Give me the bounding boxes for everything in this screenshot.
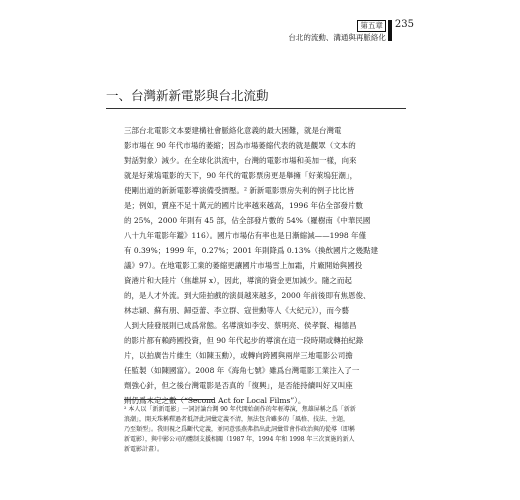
body-line: 使剛出道的新新電影導演備受擠壓。² 新新電影票房失利的例子比比皆 [124,186,355,195]
body-line: 議》97）。在地電影工業的萎縮更讓國片市場雪上加霜，片廠開始與國投 [124,261,363,270]
body-line: 是；例如，賣座不足十萬元的國片比率越來越高，1996 年佔全部發片數 [124,201,363,210]
body-line: 劑強心針，但之後台灣電影是否真的「復興」，是否能持續叫好又叫座 [124,381,353,390]
body-line: 的影片都有賴跨國投資，但 90 年代起步的導演在這一段時期或轉拍紀錄 [124,336,364,345]
body-line: 三部台北電影文本要建構社會脈絡化意義的最大困難，就是台灣電 [124,126,342,135]
chapter-label: 第五章 [357,20,386,32]
body-line: 任監製（如陳國富）。2008 年《海角七號》雖爲台灣電影工業注入了一 [124,366,360,375]
running-header-text [288,20,386,43]
footnote-line: 新電影計畫）。 [124,446,164,453]
footnote-line: 乃至類型」。我則視之爲斷代定義，並同意張燕弗指出此詞彙常會作政治與的從導（即稱 [124,426,356,433]
body-line: 的 25%，2000 年則有 45 部，佔全部發片數的 54%（羅樹南《中華民國 [124,216,371,225]
page-number: 235 [394,19,414,30]
body-line: 八十九年電影年鑑》116）。國片市場佔有率也是日漸縮減——1998 年僅 [124,231,367,240]
body-line: 資港片和大陸片（焦雄屏 x），因此，導演的資金更加減少。隨之而起 [124,276,352,285]
body-line: 影市場在 90 年代市場的萎縮；因為市場萎縮代表的就是觀眾（文本的 [124,141,356,150]
body-line: 人到大陸發展則已成爲常態。名導演如李安、蔡明亮、侯孝賢、楊德昌 [124,321,357,330]
footnote-line: 浪潮」，開天珠稱釋過者抵評此詞彙定義不清，無法包含雖多的「風格、技法、主題， [124,416,350,423]
footnote-rule [124,399,214,400]
running-header [288,20,414,43]
footnote-line: 新電影），與中影公司的體制支援相關（1987 年，1994 年和 1998 年三次實施的新人 [124,436,355,443]
heading-rule [106,108,406,109]
body-line: 片，以拍廣告片維生（如陳玉勳），或轉向跨國與兩岸三地電影公司擔 [124,351,353,360]
body-text [124,123,410,408]
section-heading: 一、台灣新新電影與台北流動 [106,88,269,103]
chapter-marker-bar [388,20,392,41]
footnote [124,405,406,455]
footnote-line: ² 本人以「新新電影」一詞討論台灣 90 年代開始創作的年輕導演，焦雄屏稱之爲「新新 [124,406,356,413]
body-line: 就是好萊塢電影的天下，90 年代的電影票房更是舉擁「好萊塢狂潮」， [124,171,358,180]
body-line: 對話對象）減少。在全球化洪流中，台灣的電影市場和美加一樣，向來 [124,156,357,165]
body-line: 則仍爲未定之數（“Second Act for Local Films”）。 [124,396,306,405]
body-line: 有 0.39%；1999 年，0.27%；2001 年則降爲 0.13%（換飲國片之幾點建 [124,246,379,255]
body-line: 林志穎、蘇有朋、歸亞蕾、李立群、寇世勳等人《大紀元》），而今藝 [124,306,349,315]
body-line: 的，是人才外流。到大陸拍戲的演員越來越多，2000 年前後即有焦恩俊、 [124,291,371,300]
chapter-subtitle: 台北的流動、溝通與再脈絡化 [288,33,386,42]
